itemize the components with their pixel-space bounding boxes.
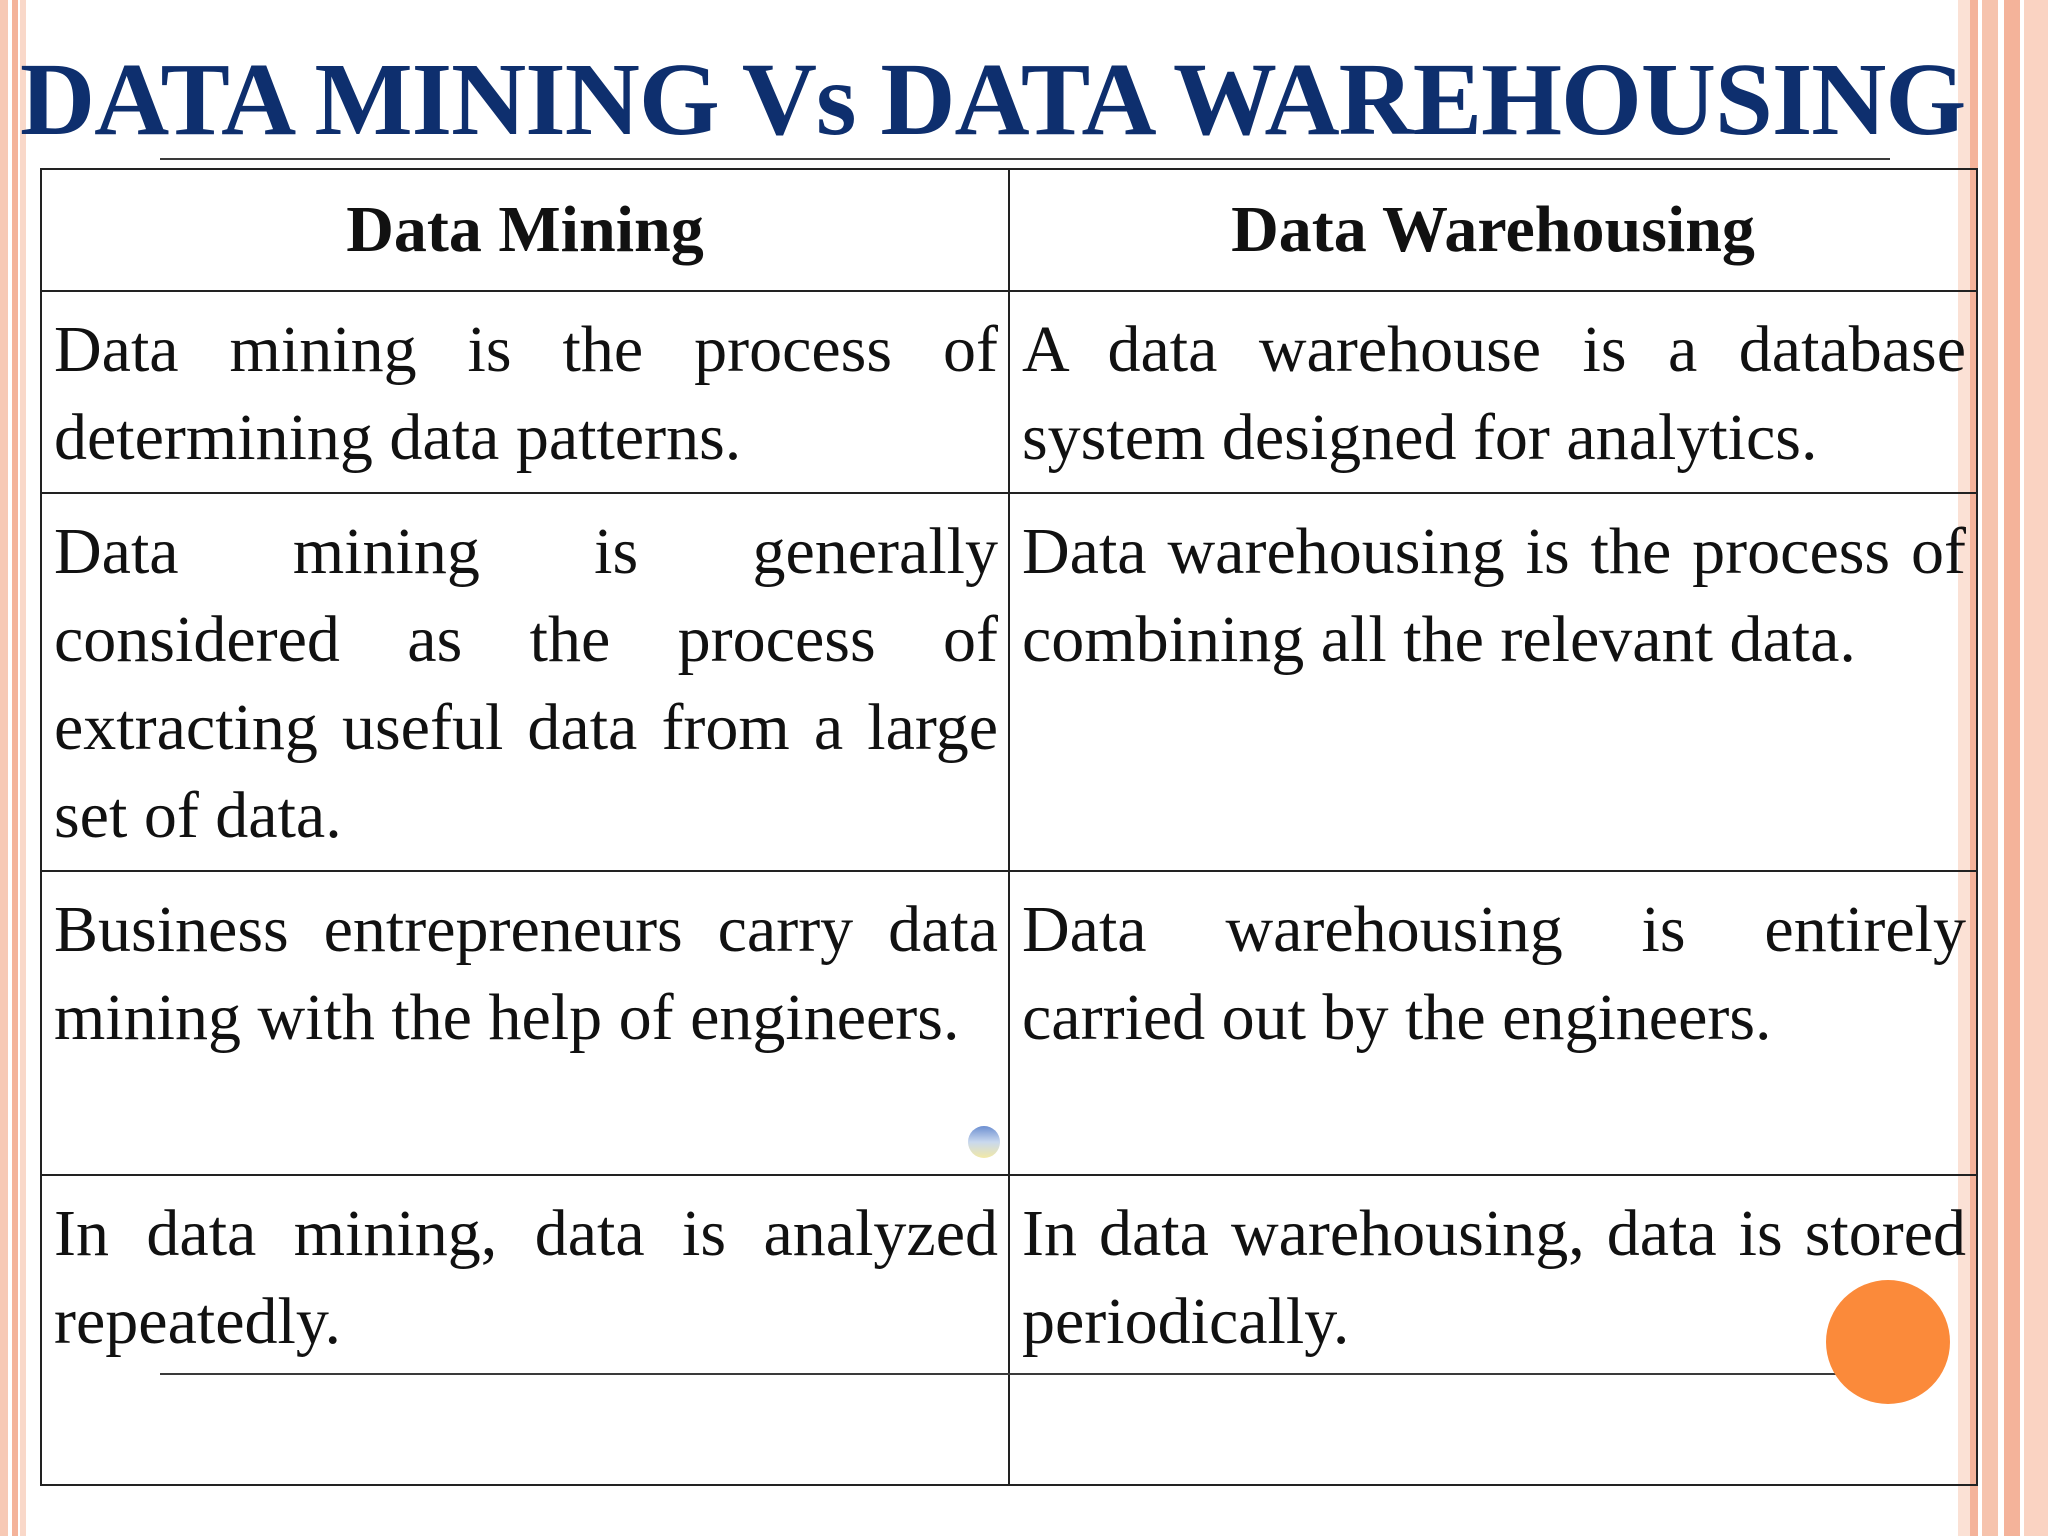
orange-circle-decoration — [1826, 1280, 1950, 1404]
table-row — [41, 1175, 1977, 1485]
cell-mining: In data mining, data is analyzed repeatedly. — [41, 1175, 1009, 1485]
header-data-mining: Data Mining — [41, 169, 1009, 291]
cell-warehousing: In data warehousing, data is stored periodically. — [1009, 1175, 1977, 1485]
cell-mining: Data mining is generally considered as the process of extracting useful data from a large set of data. — [41, 493, 1009, 871]
table-row — [41, 291, 1977, 493]
bottom-divider-line — [160, 1373, 1890, 1375]
table-row — [41, 493, 1977, 871]
table-row — [41, 871, 1977, 1175]
decorative-bullet-dot — [968, 1126, 1000, 1158]
top-divider-line — [160, 158, 1890, 160]
header-data-warehousing: Data Warehousing — [1009, 169, 1977, 291]
slide-title: DATA MINING Vs DATA WAREHOUSING — [20, 42, 1966, 157]
cell-warehousing: Data warehousing is the process of combining all the relevant data. — [1009, 493, 1977, 871]
cell-warehousing: Data warehousing is entirely carried out by the engineers. — [1009, 871, 1977, 1175]
left-decorative-stripe — [0, 0, 26, 1536]
cell-mining: Business entrepreneurs carry data mining with the help of engineers. — [41, 871, 1009, 1175]
comparison-table — [40, 168, 1978, 1486]
table-header-row — [41, 169, 1977, 291]
cell-warehousing: A data warehouse is a database system designed for analytics. — [1009, 291, 1977, 493]
cell-mining: Data mining is the process of determining data patterns. — [41, 291, 1009, 493]
